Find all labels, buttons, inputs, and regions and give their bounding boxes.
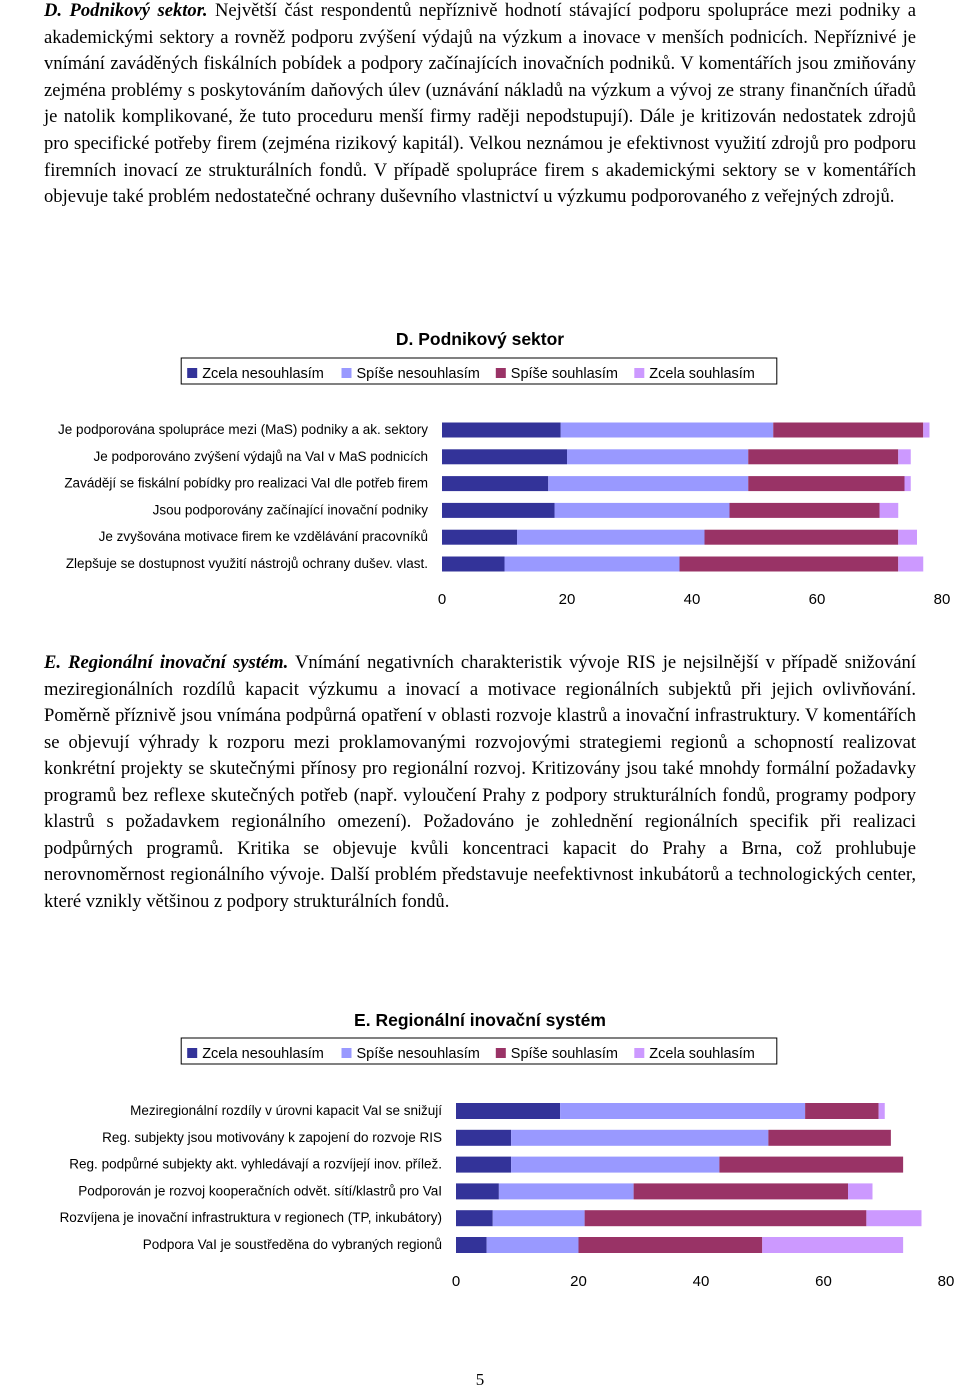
bar-segment-3 [579, 1237, 763, 1253]
chart-regionalni-system [0, 1000, 960, 1300]
bar-segment-4 [905, 476, 911, 491]
legend-label-1: Zcela nesouhlasím [202, 1046, 324, 1062]
section-d-paragraph [44, 0, 916, 211]
legend-swatch-4 [634, 368, 644, 378]
legend-swatch-2 [342, 368, 352, 378]
bar-segment-2 [511, 1157, 719, 1173]
x-tick-label: 20 [570, 1273, 587, 1290]
bar-segment-3 [748, 476, 904, 491]
bar-segment-3 [634, 1183, 848, 1199]
bar-segment-4 [879, 1103, 885, 1119]
bar-segment-4 [848, 1183, 873, 1199]
legend-swatch-3 [496, 1048, 506, 1058]
bar-segment-4 [898, 530, 917, 545]
x-tick-label: 80 [933, 591, 951, 608]
category-label: Reg. subjekty jsou motivovány k zapojení do rozvoje RIS [102, 1129, 442, 1145]
bar-segment-2 [560, 1103, 805, 1119]
category-label: Reg. podpůrné subjekty akt. vyhledávají a rozvíjejí inov. přílež. [69, 1156, 442, 1172]
legend-label-2: Spíše nesouhlasím [356, 1046, 480, 1062]
bar-segment-3 [705, 530, 899, 545]
chart-title: D. Podnikový sektor [395, 329, 565, 349]
category-label: Rozvíjena je inovační infrastruktura v regionech (TP, inkubátory) [59, 1210, 442, 1226]
bar-segment-4 [923, 423, 929, 438]
bar-segment-4 [898, 449, 911, 464]
category-label: Zlepšuje se dostupnost využití nástrojů ochrany dušev. vlast. [65, 556, 428, 571]
bar-segment-2 [548, 476, 748, 491]
section-d-text: Největší část respondentů nepříznivě hodnotí stávající podporu spolupráce mezi podniky a akademickými sektory a rovněž podporu zvýšení výdajů na výzkum a inovace v menších podnicích. Nepříznivé je vnímání zaváděných fiskálních pobídek a podpory začínajících inovačních podniků. V komentářích jsou zmiňovány zejména problémy s poskytováním daňových úlev (uznávání nákladů na výzkum a vývoj ze strany finančních úřadů je natolik komplikované, že tuto proceduru menší firmy raději nepodstupují). Dále je kritizován nedostatek zdrojů pro specifické potřeby firem (zejména rizikový kapitál). Velkou neznámou je efektivnost využití zdrojů pro podporu firemních inovací ze strukturálních fondů. V případě spolupráce firem s akademickými sektory se v komentářích objevuje také problém nedostatečné ochrany duševního vlastnictví u výzkumu podporovaného z veřejných zdrojů. [44, 0, 916, 208]
bar-segment-3 [680, 557, 899, 572]
x-tick-label: 40 [692, 1273, 710, 1290]
legend-swatch-2 [342, 1048, 352, 1058]
bar-segment-2 [561, 423, 774, 438]
category-label: Podpora VaI je soustředěna do vybraných regionů [142, 1237, 442, 1252]
bar-segment-1 [456, 1130, 511, 1146]
x-tick-label: 0 [451, 1273, 461, 1290]
x-tick-label: 20 [558, 591, 576, 608]
legend-swatch-4 [634, 1048, 644, 1058]
bar-segment-1 [442, 557, 505, 572]
legend-label-3: Spíše souhlasím [510, 366, 619, 382]
bar-segment-4 [898, 557, 923, 572]
legend-label-1: Zcela nesouhlasím [202, 366, 324, 382]
bar-segment-1 [442, 423, 561, 438]
bar-segment-1 [442, 503, 555, 518]
bar-segment-1 [456, 1237, 487, 1253]
legend-label-4: Zcela souhlasím [649, 366, 755, 382]
bar-segment-1 [456, 1103, 560, 1119]
bar-segment-3 [805, 1103, 879, 1119]
bar-segment-4 [762, 1237, 903, 1253]
legend-label-2: Spíše nesouhlasím [356, 366, 480, 382]
bar-segment-3 [730, 503, 880, 518]
category-label: Meziregionální rozdíly v úrovni kapacit VaI se snižují [130, 1103, 442, 1118]
bar-segment-3 [585, 1210, 867, 1226]
bar-segment-3 [748, 449, 898, 464]
section-e-paragraph [44, 650, 916, 915]
legend-swatch-1 [187, 368, 197, 378]
category-label: Zavádějí se fiskální pobídky pro realizaci VaI dle potřeb firem [64, 475, 428, 491]
x-tick-label: 60 [808, 591, 826, 608]
legend-label-4: Zcela souhlasím [649, 1046, 755, 1062]
x-tick-label: 40 [683, 591, 701, 608]
bar-segment-4 [866, 1210, 921, 1226]
bar-segment-1 [456, 1157, 511, 1173]
chart-title: E. Regionální inovační systém [354, 1010, 606, 1030]
bar-segment-2 [487, 1237, 579, 1253]
category-label: Jsou podporovány začínající inovační podniky [152, 502, 428, 518]
bar-segment-2 [493, 1210, 585, 1226]
category-label: Je podporována spolupráce mezi (MaS) podniky a ak. sektory [58, 422, 428, 437]
bar-segment-2 [567, 449, 748, 464]
bar-segment-1 [442, 449, 567, 464]
chart-podnikovy-sektor [0, 320, 960, 620]
chart-d-svg [0, 320, 960, 620]
bar-segment-2 [555, 503, 730, 518]
category-label: Je zvyšována motivace firem ke vzdělávání pracovníků [98, 529, 428, 545]
x-tick-label: 60 [815, 1273, 832, 1290]
legend-label-3: Spíše souhlasím [510, 1046, 619, 1062]
chart-e-svg [0, 1000, 960, 1300]
bar-segment-4 [880, 503, 899, 518]
bar-segment-3 [768, 1130, 891, 1146]
bar-segment-1 [442, 476, 548, 491]
bar-segment-2 [517, 530, 705, 545]
bar-segment-3 [719, 1157, 903, 1173]
category-label: Je podporováno zvýšení výdajů na VaI v MaS podnicích [93, 448, 428, 464]
page-number: 5 [475, 1370, 485, 1389]
bar-segment-3 [773, 423, 923, 438]
x-tick-label: 0 [437, 591, 447, 608]
bar-segment-2 [499, 1183, 634, 1199]
section-e-text: Vnímání negativních charakteristik vývoje RIS je nejsilnější v případě snižování meziregionálních rozdílů kapacit výzkumu a inovací a motivace regionálních subjektů při jejich ovlivňování. Poměrně příznivě jsou vnímána podpůrná opatření v oblasti rozvoje klastrů a inovační infrastruktury. V komentářích se objevují výhrady k rozporu mezi proklamovanými rozvojovými strategiemi regionů a schopností realizovat konkrétní projekty se skutečnými přínosy pro regionální rozvoj. Kritizovány jsou také mnohdy formální požadavky programů bez reflexe skutečných potřeb (např. vyloučení Prahy z podpory strukturálních fondů, programy podpory klastrů s požadavkem regionálního omezení). Požadováno je zohlednění regionálních specifik při realizaci podpůrných programů. Kritika se objevuje kvůli koncentraci kapacit do Prahy a Brna, což prohlubuje nerovnoměrnost regionálního vývoje. Další problém představuje neefektivnost inkubátorů a technologických center, které vznikly většinou z podpory strukturálních fondů. [44, 652, 916, 912]
legend-swatch-3 [496, 368, 506, 378]
bar-segment-1 [442, 530, 517, 545]
section-d-heading: D. Podnikový sektor. [44, 0, 208, 21]
legend-swatch-1 [187, 1048, 197, 1058]
bar-segment-2 [511, 1130, 768, 1146]
x-tick-label: 80 [937, 1273, 955, 1290]
bar-segment-1 [456, 1210, 493, 1226]
bar-segment-2 [505, 557, 680, 572]
bar-segment-1 [456, 1183, 499, 1199]
section-e-heading: E. Regionální inovační systém. [44, 652, 289, 673]
category-label: Podporován je rozvoj kooperačních odvět. sítí/klastrů pro VaI [78, 1183, 442, 1199]
